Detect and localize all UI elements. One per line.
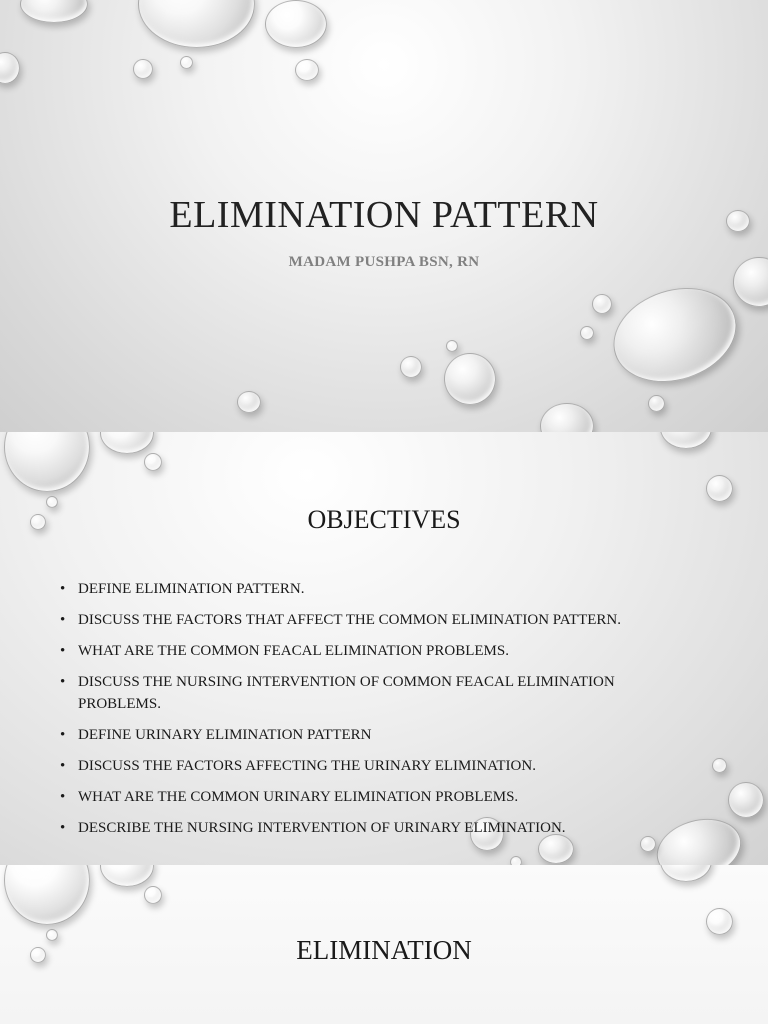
water-drop-decoration [601, 273, 749, 398]
water-drop-decoration [580, 326, 594, 340]
water-drop-decoration [648, 395, 665, 412]
bullet: • [60, 674, 66, 690]
objective-text: DISCUSS THE NURSING INTERVENTION OF COMMON FEACAL ELIMINATION PROBLEMS. [78, 674, 615, 712]
water-drop-decoration [144, 886, 162, 904]
objective-text: WHAT ARE THE COMMON FEACAL ELIMINATION PROBLEMS. [78, 643, 509, 659]
water-drop-decoration [100, 865, 154, 887]
water-drop-decoration [237, 391, 261, 413]
objective-text: DEFINE URINARY ELIMINATION PATTERN [78, 727, 372, 743]
water-drop-decoration [144, 453, 162, 471]
objective-item [60, 640, 700, 662]
water-drop-decoration [592, 294, 612, 314]
water-drop-decoration [706, 475, 733, 502]
bullet: • [60, 612, 66, 628]
objective-item [60, 755, 700, 777]
objectives-heading: OBJECTIVES [307, 505, 461, 534]
objective-item [60, 671, 700, 715]
objective-text: DISCUSS THE FACTORS THAT AFFECT THE COMMON ELIMINATION PATTERN. [78, 612, 622, 628]
objective-item [60, 786, 700, 808]
water-drop-decoration [712, 758, 727, 773]
bullet: • [60, 727, 66, 743]
bullet: • [60, 758, 66, 774]
objective-text: WHAT ARE THE COMMON URINARY ELIMINATION PROBLEMS. [78, 789, 519, 805]
water-drop-decoration [510, 856, 522, 865]
objective-text: DESCRIBE THE NURSING INTERVENTION OF URINARY ELIMINATION. [78, 820, 566, 836]
objective-item [60, 817, 700, 839]
slide-subtitle: MADAM PUSHPA BSN, RN [288, 254, 480, 270]
water-drop-decoration [540, 403, 594, 432]
bullet: • [60, 820, 66, 836]
slide-title [0, 0, 768, 432]
elimination-heading: ELIMINATION [296, 935, 472, 965]
slide-title-heading: ELIMINATION PATTERN [169, 194, 599, 236]
objective-item [60, 724, 700, 746]
objective-text: DISCUSS THE FACTORS AFFECTING THE URINARY ELIMINATION. [78, 758, 536, 774]
water-drop-decoration [20, 0, 88, 23]
water-drop-decoration [180, 56, 193, 69]
objective-text: DEFINE ELIMINATION PATTERN. [78, 581, 305, 597]
water-drop-decoration [444, 353, 496, 405]
objectives-list [60, 578, 700, 848]
water-drop-decoration [400, 356, 422, 378]
water-drop-decoration [295, 59, 319, 81]
water-drop-decoration [660, 865, 712, 882]
water-drop-decoration [0, 52, 20, 84]
water-drop-decoration [138, 0, 255, 48]
water-drop-decoration [4, 432, 90, 492]
water-drop-decoration [660, 432, 712, 449]
water-drop-decoration [706, 908, 733, 935]
water-drop-decoration [100, 432, 154, 454]
water-drop-decoration [728, 782, 764, 818]
objective-item [60, 609, 700, 631]
water-drop-decoration [446, 340, 458, 352]
objective-item [60, 578, 700, 600]
water-drop-decoration [265, 0, 327, 48]
bullet: • [60, 789, 66, 805]
water-drop-decoration [4, 865, 90, 925]
water-drop-decoration [133, 59, 153, 79]
bullet: • [60, 643, 66, 659]
bullet: • [60, 581, 66, 597]
